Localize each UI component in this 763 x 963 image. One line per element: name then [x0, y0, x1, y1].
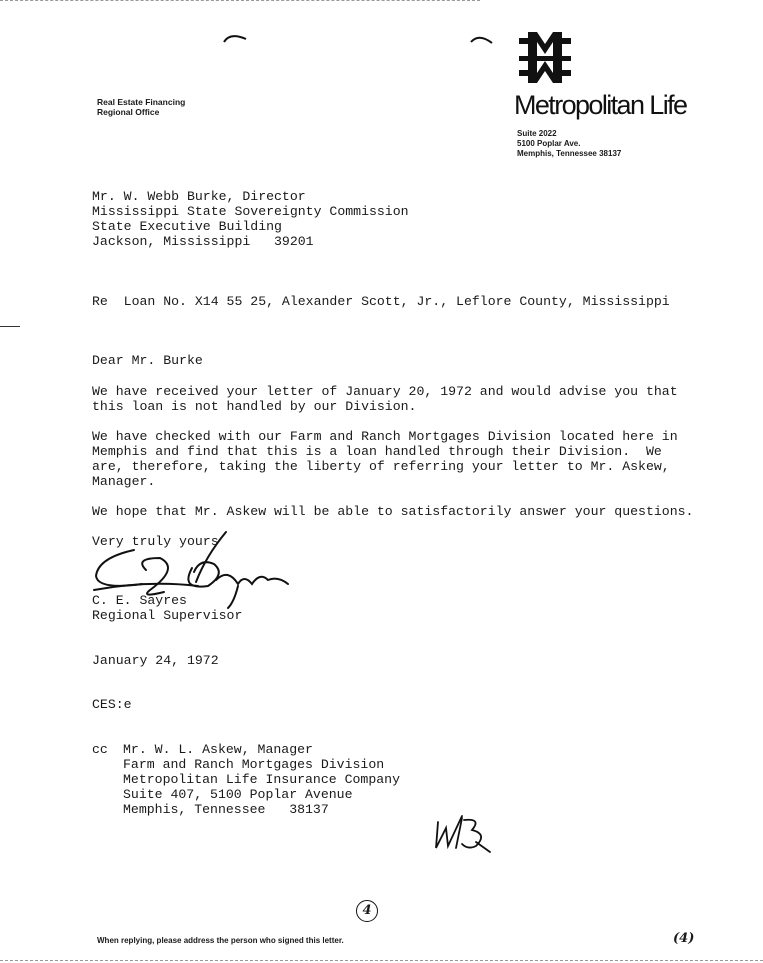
- brand-name: Metropolitan Life: [514, 90, 687, 120]
- cc-line-4: Suite 407, 5100 Poplar Avenue: [123, 787, 353, 802]
- scan-edge-line: [0, 0, 480, 1]
- body-line: We have received your letter of January 20, 1972 and would advise you that: [92, 384, 678, 399]
- tick-mark-icon: [470, 33, 494, 45]
- recipient-line-2: Mississippi State Sovereignty Commission: [92, 204, 409, 219]
- cc-line-5: Memphis, Tennessee 38137: [123, 802, 329, 817]
- recipient-line-1: Mr. W. Webb Burke, Director: [92, 189, 306, 204]
- body-paragraph-1: [92, 384, 712, 414]
- tick-mark-icon: [222, 30, 248, 44]
- address-line-1: Suite 2022: [517, 129, 557, 138]
- body-line: We have checked with our Farm and Ranch Mortgages Division located here in: [92, 429, 678, 444]
- reference-initials: CES:e: [92, 697, 132, 712]
- cc-line-3: Metropolitan Life Insurance Company: [123, 772, 400, 787]
- department-line-1: Real Estate Financing: [97, 97, 186, 107]
- body-line: this loan is not handled by our Division.: [92, 399, 417, 414]
- footer-note: When replying, please address the person who signed this letter.: [97, 936, 344, 945]
- recipient-line-4: Jackson, Mississippi 39201: [92, 234, 314, 249]
- recipient-address: [92, 189, 409, 249]
- signature-block: [92, 593, 242, 623]
- letter-date: January 24, 1972: [92, 653, 219, 668]
- closing: Very truly yours: [92, 534, 219, 549]
- body-line: We hope that Mr. Askew will be able to satisfactorily answer your questions.: [92, 504, 694, 519]
- corner-page-mark: (4): [673, 931, 695, 946]
- handwritten-initials-icon: [432, 812, 496, 856]
- department-label: [97, 97, 185, 117]
- circled-page-number: 4: [356, 900, 378, 922]
- body-line: are, therefore, taking the liberty of referring your letter to Mr. Askew,: [92, 459, 670, 474]
- body-paragraph-3: [92, 504, 712, 519]
- scan-edge-line: [0, 960, 763, 961]
- address-line-3: Memphis, Tennessee 38137: [517, 149, 622, 158]
- cc-line-1: Mr. W. L. Askew, Manager: [123, 742, 313, 757]
- office-address: [517, 129, 621, 159]
- body-paragraph-2: [92, 429, 712, 489]
- body-line: Memphis and find that this is a loan handled through their Division. We: [92, 444, 662, 459]
- salutation: Dear Mr. Burke: [92, 353, 203, 368]
- signer-name: C. E. Sayres: [92, 593, 187, 608]
- cc-address: [123, 742, 400, 817]
- scan-edge-mark: [0, 326, 20, 327]
- department-line-2: Regional Office: [97, 107, 160, 117]
- metropolitan-life-logo-icon: [517, 30, 573, 86]
- address-line-2: 5100 Poplar Ave.: [517, 139, 581, 148]
- signer-title: Regional Supervisor: [92, 608, 243, 623]
- body-line: Manager.: [92, 474, 156, 489]
- subject-line: Re Loan No. X14 55 25, Alexander Scott, Jr., Leflore County, Mississippi: [92, 294, 670, 309]
- cc-line-2: Farm and Ranch Mortgages Division: [123, 757, 385, 772]
- cc-label: cc: [92, 742, 108, 757]
- recipient-line-3: State Executive Building: [92, 219, 282, 234]
